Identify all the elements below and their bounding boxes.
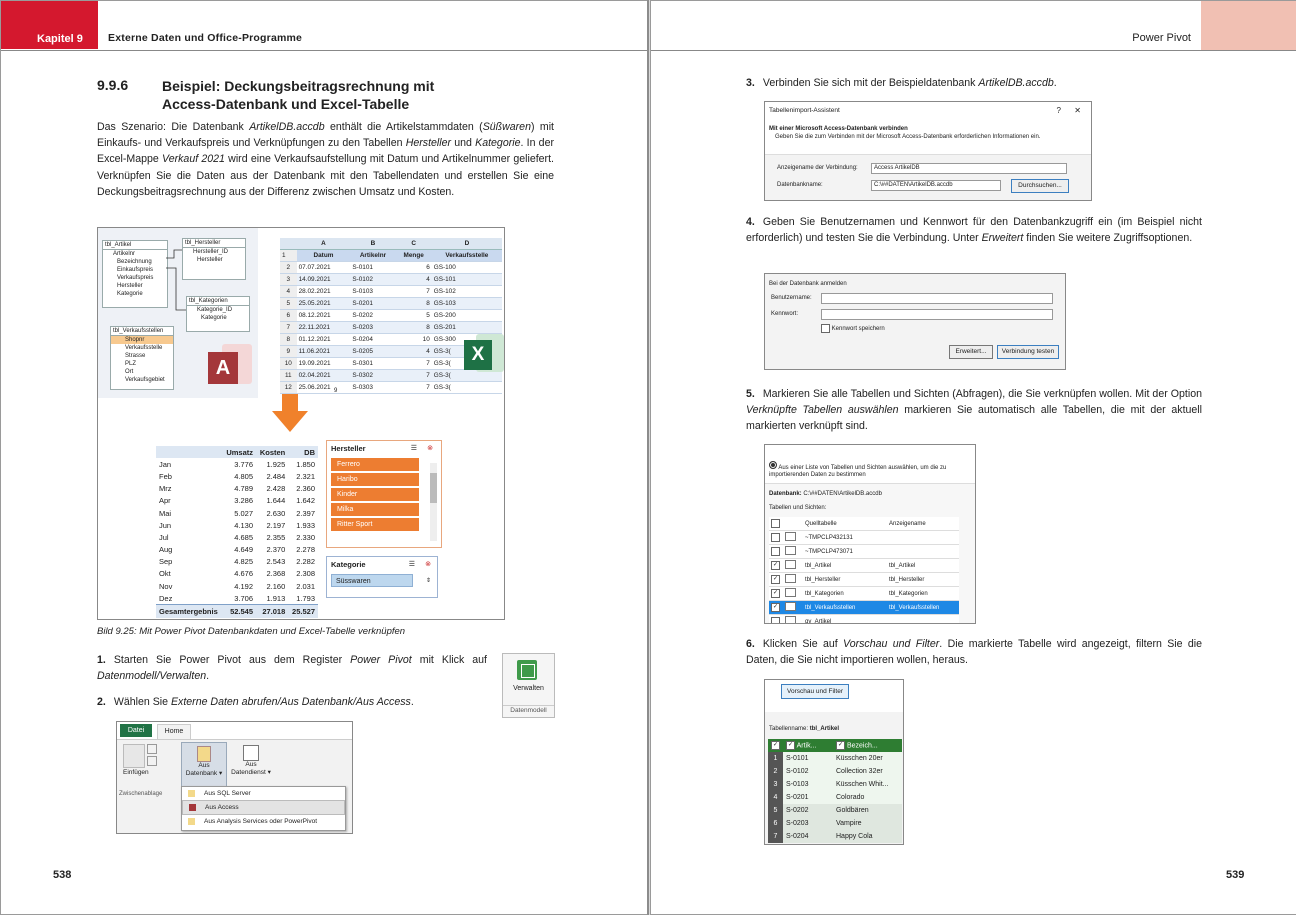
pivot-cell: Mrz xyxy=(159,484,172,494)
table-selection xyxy=(764,444,976,624)
preview-cell: S-0204 xyxy=(786,833,809,840)
pivot-cell: Okt xyxy=(159,569,171,579)
db-input[interactable]: C:\##DATEN\ArtikelDB.accdb xyxy=(871,180,1001,191)
table-checkbox[interactable] xyxy=(771,617,780,624)
pivot-cell: 1.793 xyxy=(296,593,315,603)
excel-cell: 2 xyxy=(280,262,297,274)
excel-row xyxy=(280,382,502,394)
from-database-button[interactable]: Aus Datenbank ▾ xyxy=(181,742,227,788)
tables-label: Tabellen und Sichten: xyxy=(769,505,827,511)
excel-cell: 3 xyxy=(280,274,297,286)
pivot-cell: 2.031 xyxy=(296,581,315,591)
excel-cell: S-0205 xyxy=(350,346,395,358)
excel-row xyxy=(280,274,502,286)
excel-cell: 7 xyxy=(396,286,432,298)
pivot-cell: Sep xyxy=(159,557,173,567)
pivot-cell: 4.825 xyxy=(234,557,254,567)
page-number-left: 538 xyxy=(53,869,72,881)
pivot-cell: 2.278 xyxy=(296,545,315,555)
pivot-row xyxy=(156,470,318,482)
table-list-row[interactable] xyxy=(769,573,959,587)
table-display-name[interactable]: tbl_Artikel xyxy=(887,559,959,573)
pivot-cell: 1.644 xyxy=(266,496,286,506)
slicer-item[interactable]: Ritter Sport xyxy=(331,518,419,531)
table-display-name[interactable] xyxy=(887,531,959,545)
table-list-row[interactable] xyxy=(769,531,959,545)
conn-input[interactable]: Access ArtikelDB xyxy=(871,163,1067,174)
test-connection-button[interactable]: Verbindung testen xyxy=(997,345,1059,359)
table-icon xyxy=(785,602,796,611)
excel-cell: GS-103 xyxy=(432,298,502,310)
user-input[interactable] xyxy=(821,293,1053,304)
step-3: 3. Verbinden Sie sich mit der Beispieldatenbank ArtikelDB.accdb. xyxy=(746,77,1057,89)
table-verkaufsstellen: tbl_Verkaufsstellen Shopnr Verkaufsstelle Strasse PLZ Ort Verkaufsgebiet xyxy=(110,326,174,390)
excel-sheet: A B C D 1 Datum Artikelnr Menge Verkaufsstelle 2 07.07.2021 S-0101 6 GS-100 3 14.09.2021 S-0102 4 GS-101 4 28.02.2021 S-0103 7 GS-102 5 25.05.2021 S-0201 8 GS-103 6 08.12.2021 S-0202 5 GS-200 7 22.11.2021 S-0203 8 GS-201 8 01.12.2021 S-0204 10 GS-300 9 11.06.2021 S-0205 4 GS-3( 10 19.09.2021 S-0301 7 GS-3( 11 02.04.2021 S-0302 7 GS-3( 12 25.06.2021 S-0303 7 GS-3( X xyxy=(280,238,502,394)
excel-cell: S-0203 xyxy=(350,322,395,334)
preview-row xyxy=(768,791,902,804)
select-from-list-option[interactable]: Aus einer Liste von Tabellen und Sichten auswählen, um die zu importierenden Daten zu bestimmen xyxy=(769,461,971,479)
excel-cell: GS-200 xyxy=(432,310,502,322)
table-checkbox[interactable]: ✓ xyxy=(772,576,779,582)
clipboard-label: Zwischenablage xyxy=(119,791,163,797)
pivot-cell: 2.630 xyxy=(266,508,286,518)
preview-cell: Colorado xyxy=(836,794,865,801)
preview-cell: S-0101 xyxy=(786,755,809,762)
pass-label: Kennwort: xyxy=(771,311,799,317)
excel-cell: GS-3( xyxy=(432,382,502,394)
excel-cell: 5 xyxy=(280,298,297,310)
table-checkbox[interactable]: ✓ xyxy=(772,562,779,568)
preview-cell: Küsschen 20er xyxy=(836,755,883,762)
preview-cell: 5 xyxy=(768,804,783,817)
excel-cell: 6 xyxy=(280,310,297,322)
pivot-cell: 2.370 xyxy=(266,545,286,555)
power-pivot-ribbon xyxy=(116,721,353,834)
pivot-cell: 2.321 xyxy=(296,471,315,481)
verwalten-button[interactable]: Verwalten xyxy=(513,685,544,692)
multi-select-icon[interactable]: ☰ xyxy=(410,445,417,452)
database-icon xyxy=(197,746,211,762)
excel-cell: S-0301 xyxy=(350,358,395,370)
excel-cell: S-0303 xyxy=(350,382,395,394)
excel-cell: 11 xyxy=(280,370,297,382)
pivot-cell: 2.308 xyxy=(296,569,315,579)
table-source: tbl_Verkaufsstellen xyxy=(803,601,887,615)
excel-cell: GS-3( xyxy=(432,358,502,370)
preview-row xyxy=(768,804,902,817)
excel-cell: S-0103 xyxy=(350,286,395,298)
table-checkbox[interactable]: ✓ xyxy=(772,590,779,596)
table-icon xyxy=(785,616,796,624)
pivot-cell: 2.360 xyxy=(296,484,315,494)
pivot-cell: 1.933 xyxy=(296,520,315,530)
table-list-row[interactable] xyxy=(769,587,959,601)
excel-cell: 10 xyxy=(396,334,432,346)
table-checkbox[interactable] xyxy=(771,547,780,556)
pivot-cell: Nov xyxy=(159,581,173,591)
step-6: 6. Klicken Sie auf Vorschau und Filter. Die markierte Tabelle wird angezeigt, filtern Sie die Daten, die Sie nicht importieren wollen, heraus. xyxy=(746,638,1202,667)
step-1: 1. Starten Sie Power Pivot aus dem Register Power Pivot mit Klick auf Datenmodell/Verwalten. xyxy=(97,654,487,683)
excel-cell: 08.12.2021 xyxy=(297,310,351,322)
excel-cell: 01.12.2021 xyxy=(297,334,351,346)
clear-filter-icon[interactable]: ⊗ xyxy=(427,445,433,452)
table-source: ~TMPCLP473071 xyxy=(803,545,887,559)
login-heading: Bei der Datenbank anmelden xyxy=(769,281,847,287)
pivot-cell: 1.642 xyxy=(296,496,315,506)
pivot-cell: 2.330 xyxy=(296,532,315,542)
excel-cell: 9 xyxy=(280,346,297,358)
close-icon[interactable]: ✕ xyxy=(1074,106,1081,115)
preview-cell: S-0202 xyxy=(786,807,809,814)
excel-cell: GS-3( xyxy=(432,370,502,382)
pivot-cell: 4.685 xyxy=(234,532,254,542)
excel-cell: S-0102 xyxy=(350,274,395,286)
preview-cell: 4 xyxy=(768,791,783,804)
pivot-cell: Mai xyxy=(159,508,172,518)
excel-cell: 19.09.2021 xyxy=(297,358,351,370)
table-list-row[interactable] xyxy=(769,559,959,573)
tab-datei[interactable]: Datei xyxy=(120,724,152,737)
table-artikel: tbl_Artikel Artikelnr Bezeichnung Einkaufspreis Verkaufspreis Hersteller Kategorie xyxy=(102,240,168,308)
preview-grid: ✓ ✓ Artik... ✓ Bezeich... 1 S-0101 Küsschen 20er 2 S-0102 Collection 32er 3 S-0103 Küsschen Whit... 4 S-0201 Colorado 5 S-0202 Goldbären 6 S-0203 Vampire 7 S-0204 Happy Cola xyxy=(768,739,902,843)
db-label: Datenbankname: xyxy=(777,182,823,188)
excel-cell: 7 xyxy=(396,382,432,394)
pivot-cell: 4.130 xyxy=(234,520,254,530)
slicer-item[interactable]: Süsswaren xyxy=(331,574,413,587)
pivot-row xyxy=(156,556,318,568)
preview-cell: Vampire xyxy=(836,820,862,827)
data-model-icon xyxy=(517,660,537,680)
section-title-line-1: Beispiel: Deckungsbeitragsrechnung mit xyxy=(162,78,435,94)
step-2: 2. Wählen Sie Externe Daten abrufen/Aus Datenbank/Aus Access. xyxy=(97,696,414,708)
pivot-cell: 2.543 xyxy=(266,557,286,567)
section-number: 9.9.6 xyxy=(97,77,129,93)
pivot-cell: 2.484 xyxy=(266,471,286,481)
excel-cell: S-0101 xyxy=(350,262,395,274)
chapter-label: Kapitel 9 xyxy=(1,1,98,49)
pivot-row xyxy=(156,580,318,592)
pivot-row xyxy=(156,568,318,580)
excel-cell: 07.07.2021 xyxy=(297,262,351,274)
pivot-cell: 5.027 xyxy=(234,508,254,518)
preview-row xyxy=(768,765,902,778)
excel-cell: 02.04.2021 xyxy=(297,370,351,382)
running-header: Power Pivot xyxy=(1132,32,1191,44)
access-logo-icon: A xyxy=(208,344,252,390)
excel-row xyxy=(280,310,502,322)
excel-cell: 8 xyxy=(396,298,432,310)
excel-cell: 11.06.2021 xyxy=(297,346,351,358)
table-display-name[interactable]: tbl_Hersteller xyxy=(887,573,959,587)
copy-icon[interactable] xyxy=(147,744,157,754)
pass-input[interactable] xyxy=(821,309,1053,320)
preview-cell: Happy Cola xyxy=(836,833,873,840)
excel-cell: 22.11.2021 xyxy=(297,322,351,334)
excel-row xyxy=(280,262,502,274)
table-list-row[interactable] xyxy=(769,601,959,615)
tables-grid: Quelltabelle Anzeigename ~TMPCLP432131 ~TMPCLP473071 ✓ tbl_Artikel tbl_Artikel ✓ tbl_Hersteller tbl_Hersteller ✓ tbl_Kategorien tbl_Kategorien ✓ tbl_Verkaufsstellen tbl_Verkaufsstellen qy_Artikel xyxy=(769,517,959,624)
preview-cell: S-0201 xyxy=(786,794,809,801)
login-dialog xyxy=(764,273,1066,370)
section-title xyxy=(162,77,492,113)
pivot-cell: 2.397 xyxy=(296,508,315,518)
preview-row xyxy=(768,830,902,843)
slicer-item[interactable]: Milka xyxy=(331,503,419,516)
table-display-name[interactable]: tbl_Kategorien xyxy=(887,587,959,601)
preview-cell: Collection 32er xyxy=(836,768,883,775)
pivot-cell: 4.805 xyxy=(234,471,254,481)
slicer-item[interactable]: Haribo xyxy=(331,473,419,486)
pivot-cell: 3.776 xyxy=(234,459,254,469)
excel-cell: 25.05.2021 xyxy=(297,298,351,310)
pivot-cell: Jan xyxy=(159,459,172,469)
excel-cell: 4 xyxy=(396,346,432,358)
wizard-title: Tabellenimport-Assistent xyxy=(769,107,840,114)
pivot-cell: 4.192 xyxy=(234,581,254,591)
pivot-cell: 2.282 xyxy=(296,557,315,567)
intro-paragraph: Das Szenario: Die Datenbank ArtikelDB.accdb enthält die Artikelstammdaten (Süßwaren) mit Einkaufs- und Verkaufspreis und Verknüpfungen zu den Tabellen Hersteller und Kategorie. In der Excel-Mappe Verkauf 2021 wird eine Verkaufsaufstellung mit Datum und Artikelnummer geliefert. Verknüpfen Sie die Daten aus der Datenbank mit den Tabellendaten und erstellen Sie eine Deckungsbeitragsrechnung aus der Differenz zwischen Umsatz und Kosten. xyxy=(97,121,555,198)
wizard-heading: Mit einer Microsoft Access-Datenbank verbinden xyxy=(769,126,908,132)
access-diagram xyxy=(98,228,258,398)
preview-row xyxy=(768,778,902,791)
table-import-wizard xyxy=(764,101,1092,201)
pivot-row xyxy=(156,458,318,470)
section-title-line-2: Access-Datenbank und Excel-Tabelle xyxy=(162,96,410,112)
clear-filter-icon[interactable]: ⊗ xyxy=(425,561,431,568)
pivot-cell: 2.368 xyxy=(266,569,286,579)
table-source: ~TMPCLP432131 xyxy=(803,531,887,545)
preview-cell: Goldbären xyxy=(836,807,869,814)
preview-cell: S-0203 xyxy=(786,820,809,827)
spin-icon[interactable]: ⇕ xyxy=(425,578,431,584)
table-display-name[interactable]: tbl_Verkaufsstellen xyxy=(887,601,959,615)
pivot-cell: Aug xyxy=(159,545,173,555)
pivot-cell: 1.850 xyxy=(296,459,315,469)
preview-table-name: Tabellenname: tbl_Artikel xyxy=(769,726,840,732)
wizard-subtext: Geben Sie die zum Verbinden mit der Microsoft Access-Datenbank erforderlichen Informationen ein. xyxy=(775,134,1041,140)
pivot-cell: Dez xyxy=(159,593,173,603)
excel-cell: 6 xyxy=(396,262,432,274)
paste-button[interactable]: Einfügen xyxy=(123,769,149,776)
table-icon xyxy=(785,560,796,569)
excel-cell: 28.02.2021 xyxy=(297,286,351,298)
excel-cell: S-0302 xyxy=(350,370,395,382)
pivot-cell: 4.789 xyxy=(234,484,254,494)
user-label: Benutzername: xyxy=(771,295,812,301)
excel-cell: GS-101 xyxy=(432,274,502,286)
pivot-row xyxy=(156,507,318,519)
preview-cell: 6 xyxy=(768,817,783,830)
step-5: 5. Markieren Sie alle Tabellen und Sichten (Abfragen), die Sie verknüpfen wollen. Mit der Option Verknüpfte Tabellen auswählen markieren Sie automatisch alle Tabellen, die mit der aktuell markierten verknüpft sind. xyxy=(746,388,1202,433)
table-icon xyxy=(785,588,796,597)
header-rule xyxy=(1,50,647,51)
cut-icon[interactable] xyxy=(147,756,157,766)
excel-cell: GS-3( xyxy=(432,346,502,358)
menu-item-analysis-services[interactable]: Aus Analysis Services oder PowerPivot xyxy=(182,815,345,828)
table-hersteller: tbl_Hersteller Hersteller_ID Hersteller xyxy=(182,238,246,280)
excel-cell: S-0204 xyxy=(350,334,395,346)
pivot-cell: 3.286 xyxy=(234,496,254,506)
slicer-kategorie[interactable]: Kategorie ☰ ⊗ Süsswaren ⇕ xyxy=(326,556,438,598)
table-source: tbl_Kategorien xyxy=(803,587,887,601)
excel-cell: 10 xyxy=(280,358,297,370)
help-icon[interactable]: ? xyxy=(1056,106,1061,115)
excel-cell: 7 xyxy=(280,322,297,334)
browse-button[interactable]: Durchsuchen... xyxy=(1011,179,1069,193)
pivot-cell: 4.676 xyxy=(234,569,254,579)
pivot-cell: 2.160 xyxy=(266,581,286,591)
excel-cell: 7 xyxy=(396,370,432,382)
slicer-item[interactable]: Ferrero xyxy=(331,458,419,471)
table-checkbox[interactable]: ✓ xyxy=(772,604,779,610)
multi-select-icon[interactable]: ☰ xyxy=(408,561,415,568)
preview-row xyxy=(768,817,902,830)
excel-cell: 4 xyxy=(396,274,432,286)
excel-cell: GS-100 xyxy=(432,262,502,274)
table-checkbox[interactable] xyxy=(771,533,780,542)
preview-filter-button[interactable]: Vorschau und Filter xyxy=(781,684,849,699)
excel-row xyxy=(280,286,502,298)
excel-footer-label: 9 xyxy=(334,388,338,394)
chapter-title: Externe Daten und Office-Programme xyxy=(108,32,303,44)
right-page xyxy=(650,0,1296,915)
pivot-row xyxy=(156,495,318,507)
pivot-cell: Jul xyxy=(159,532,169,542)
pivot-cell: 2.197 xyxy=(266,520,286,530)
table-list-row[interactable] xyxy=(769,615,959,625)
pivot-row xyxy=(156,531,318,543)
excel-cell: 14.09.2021 xyxy=(297,274,351,286)
page-number-right: 539 xyxy=(1226,869,1245,881)
table-list-row[interactable] xyxy=(769,545,959,559)
pivot-cell: 2.428 xyxy=(266,484,286,494)
table-icon xyxy=(785,574,796,583)
preview-cell: 7 xyxy=(768,830,783,843)
excel-cell: 8 xyxy=(396,322,432,334)
pivot-cell: 1.925 xyxy=(266,459,286,469)
pivot-cell: 3.706 xyxy=(234,593,254,603)
pivot-cell: Feb xyxy=(159,471,172,481)
preview-cell: 3 xyxy=(768,778,783,791)
menu-item-access[interactable]: Aus Access xyxy=(182,800,345,815)
excel-cell: 8 xyxy=(280,334,297,346)
pivot-cell: Apr xyxy=(159,496,171,506)
database-path: Datenbank: C:\##DATEN\ArtikelDB.accdb xyxy=(769,491,882,497)
pivot-cell: 2.355 xyxy=(266,532,286,542)
gutter xyxy=(647,0,649,915)
excel-cell: 4 xyxy=(280,286,297,298)
excel-row xyxy=(280,322,502,334)
from-database-menu xyxy=(181,786,346,831)
excel-logo-icon: X xyxy=(464,334,504,376)
pivot-cell: 4.649 xyxy=(234,545,254,555)
pivot-row xyxy=(156,544,318,556)
menu-item-sql-server[interactable]: Aus SQL Server xyxy=(182,787,345,800)
slicer-hersteller[interactable]: Hersteller ☰ ⊗ Ferrero Haribo Kinder Milka Ritter Sport xyxy=(326,440,442,548)
figure-caption: Bild 9.25: Mit Power Pivot Datenbankdaten und Excel-Tabelle verknüpfen xyxy=(97,626,406,637)
excel-cell: 25.06.2021 xyxy=(297,382,351,394)
preview-cell: S-0103 xyxy=(786,781,809,788)
conn-label: Anzeigename der Verbindung: xyxy=(777,165,858,171)
excel-cell: 5 xyxy=(396,310,432,322)
excel-cell: 7 xyxy=(396,358,432,370)
down-arrow-icon xyxy=(270,394,310,434)
preview-cell: Küsschen Whit... xyxy=(836,781,889,788)
ribbon-tabs xyxy=(117,722,352,740)
excel-cell: GS-201 xyxy=(432,322,502,334)
pivot-row xyxy=(156,519,318,531)
preview-row xyxy=(768,752,902,765)
datenmodell-label: Datenmodell xyxy=(503,705,554,714)
excel-row xyxy=(280,298,502,310)
step-4: 4. Geben Sie Benutzernamen und Kennwort für den Datenbankzugriff ein (im Beispiel nicht erforderlich) und testen Sie die Verbindung. Unter Erweitert finden Sie weitere Zugriffsoptionen. xyxy=(746,216,1202,245)
table-source: tbl_Artikel xyxy=(803,559,887,573)
pivot-row xyxy=(156,483,318,495)
header-accent xyxy=(1201,1,1296,50)
pivot-table: Umsatz Kosten DB Jan 3.776 1.925 1.850 Feb 4.805 2.484 2.321 Mrz 4.789 2.428 2.360 Apr 3.286 1.644 1.642 Mai 5.027 2.630 2.397 Jun 4.130 2.197 1.933 Jul 4.685 2.355 2.330 Aug 4.649 2.370 2.278 Sep 4.825 2.543 2.282 Okt 4.676 2.368 2.308 Nov 4.192 2.160 2.031 Dez 3.706 1.913 1.793 Gesamtergebnis 52.545 27.018 25.527 xyxy=(156,446,318,618)
pivot-cell: Jun xyxy=(159,520,172,530)
preview-cell: 1 xyxy=(768,752,783,765)
table-display-name[interactable] xyxy=(887,545,959,559)
table-icon xyxy=(785,546,796,555)
table-icon xyxy=(785,532,796,541)
excel-cell: GS-300 xyxy=(432,334,502,346)
save-password-checkbox[interactable]: Kennwort speichern xyxy=(821,324,885,333)
header-rule xyxy=(651,50,1296,51)
pivot-cell: 1.913 xyxy=(266,593,286,603)
paste-icon[interactable] xyxy=(123,744,145,768)
verwalten-group xyxy=(502,653,555,718)
preview-cell: S-0102 xyxy=(786,768,809,775)
table-source: qy_Artikel xyxy=(803,615,887,625)
excel-cell: GS-102 xyxy=(432,286,502,298)
preview-filter xyxy=(764,679,904,845)
slicer-item[interactable]: Kinder xyxy=(331,488,419,501)
table-kategorien: tbl_Kategorien Kategorie_ID Kategorie xyxy=(186,296,250,332)
figure-power-pivot xyxy=(97,227,505,620)
excel-cell: S-0202 xyxy=(350,310,395,322)
excel-cell: S-0201 xyxy=(350,298,395,310)
advanced-button[interactable]: Erweitert... xyxy=(949,345,993,359)
preview-cell: 2 xyxy=(768,765,783,778)
pivot-row xyxy=(156,592,318,605)
slicer-scrollbar[interactable] xyxy=(430,463,437,541)
tab-home[interactable]: Home xyxy=(157,724,191,739)
table-source: tbl_Hersteller xyxy=(803,573,887,587)
from-data-service-button[interactable]: Aus Datendienst ▾ xyxy=(227,742,275,786)
table-display-name[interactable] xyxy=(887,615,959,625)
excel-cell: 12 xyxy=(280,382,297,394)
data-service-icon xyxy=(243,745,259,761)
